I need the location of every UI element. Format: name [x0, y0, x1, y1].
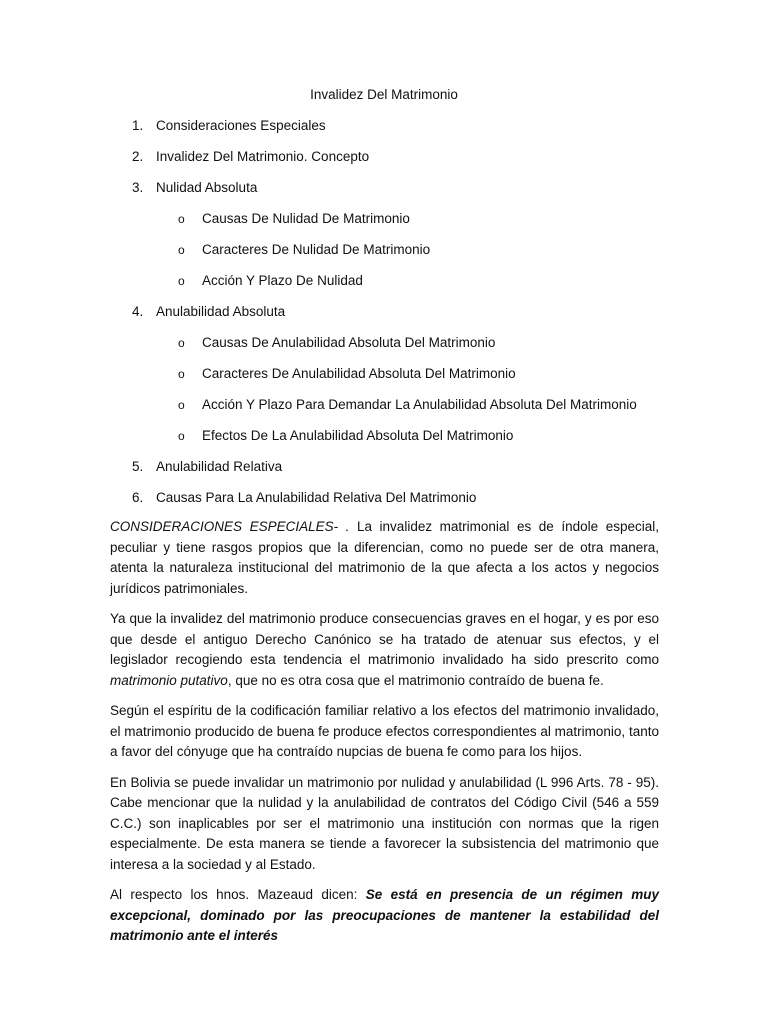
bullet-icon: o [178, 398, 185, 412]
bullet-icon: o [178, 212, 185, 226]
toc-subitem-text: Efectos De La Anulabilidad Absoluta Del Matrimonio [202, 428, 514, 443]
paragraph-lead: CONSIDERACIONES ESPECIALES- . [110, 519, 350, 534]
toc-subitem-text: Causas De Anulabilidad Absoluta Del Matrimonio [202, 335, 496, 350]
document-title: Invalidez Del Matrimonio [310, 87, 458, 102]
toc-subitem-text: Causas De Nulidad De Matrimonio [202, 211, 410, 226]
body-text [110, 517, 659, 957]
paragraph-bolivia [110, 773, 659, 876]
paragraph-consideraciones [110, 517, 659, 599]
paragraph-text: Al respecto los hnos. Mazeaud dicen: [110, 887, 366, 902]
toc-item-text: Anulabilidad Absoluta [156, 304, 286, 319]
toc-item-text: Nulidad Absoluta [156, 180, 258, 195]
toc-subitem-text: Caracteres De Anulabilidad Absoluta Del Matrimonio [202, 366, 516, 381]
paragraph-mazeaud [110, 885, 659, 947]
toc-item-number: 4. [132, 304, 144, 319]
bullet-icon: o [178, 243, 185, 257]
bullet-icon: o [178, 336, 185, 350]
toc-item-text: Anulabilidad Relativa [156, 459, 283, 474]
bullet-icon: o [178, 367, 185, 381]
toc-item-number: 1. [132, 118, 144, 133]
paragraph-tail: , que no es otra cosa que el matrimonio contraído de buena fe. [227, 672, 604, 688]
toc-item-number: 6. [132, 490, 144, 505]
toc-subitem-text: Acción Y Plazo Para Demandar La Anulabilidad Absoluta Del Matrimonio [202, 397, 637, 412]
toc-item-number: 3. [132, 180, 144, 195]
paragraph-text: La invalidez matrimonial es de índole especial, peculiar y tiene rasgos propios que la diferencian, como no puede ser de otra manera, atenta la naturaleza institucional del matrimonio de la que afecta a los actos y negocios jurídicos patrimoniales. [110, 519, 659, 596]
bullet-icon: o [178, 429, 185, 443]
paragraph-text: En Bolivia se puede invalidar un matrimonio por nulidad y anulabilidad (L 996 Arts. 78 - 95). Cabe mencionar que la nulidad y la anulabilidad de contratos del Código Civil (546 a 559 C.C.) son inaplicables por ser el matrimonio una institución con normas que la rigen especialmente. De esta manera se tiende a favorecer la subsistencia del matrimonio que interesa a la sociedad y al Estado. [110, 774, 659, 872]
paragraph-invalidez [110, 609, 659, 691]
paragraph-italic-term: matrimonio putativo [110, 672, 228, 688]
paragraph-quote: Se está en presencia de un régimen muy excepcional, dominado por las preocupaciones de mantener la estabilidad del matrimonio ante el interés [110, 887, 659, 943]
toc-item-text: Causas Para La Anulabilidad Relativa Del Matrimonio [156, 490, 477, 505]
bullet-icon: o [178, 274, 185, 288]
toc-subitem-text: Acción Y Plazo De Nulidad [202, 273, 363, 288]
toc-item-number: 2. [132, 149, 144, 164]
paragraph-text: Ya que la invalidez del matrimonio produce consecuencias graves en el hogar, y es por eso que desde el antiguo Derecho Canónico se ha tratado de atenuar sus efectos, y el legislador recogiendo esta tendencia el matrimonio invalidado ha sido prescrito como [110, 611, 659, 667]
toc-item-number: 5. [132, 459, 144, 474]
paragraph-text: Según el espíritu de la codificación familiar relativo a los efectos del matrimonio invalidado, el matrimonio producido de buena fe produce efectos correspondientes al matrimonio, tanto a favor del cónyuge que ha contraído nupcias de buena fe como para los hijos. [110, 703, 659, 759]
toc-subitem-text: Caracteres De Nulidad De Matrimonio [202, 242, 431, 257]
paragraph-espiritu [110, 701, 659, 763]
toc-item-text: Consideraciones Especiales [156, 118, 326, 133]
toc-item-text: Invalidez Del Matrimonio. Concepto [156, 149, 370, 164]
